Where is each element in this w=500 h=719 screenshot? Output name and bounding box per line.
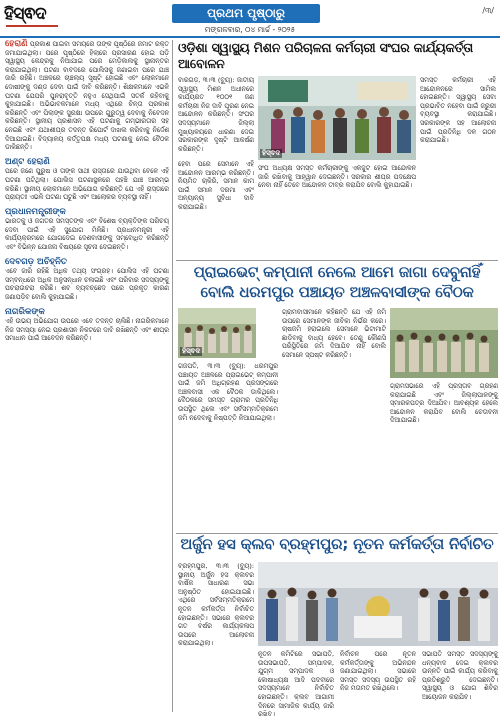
left-block-head: ହେରାଣି [5,39,28,49]
left-block-text: ଏହି ଉଭୟ ଅଭିଯୋଗ ଉପରେ ଏବେ ତଦନ୍ତ ଚାଲିଛି। ନାଗରିକମାନେ ନିଜ ସମସ୍ୟା ନେଇ ପ୍ରଶାସନ ନିକଟରେ ଦାବି ରଖିଛନ୍ତି ଏବଂ ଶୀଘ୍ର ସମାଧାନ ପାଇଁ ଆବେଦନ କରିଛନ୍ତି। [5,317,169,343]
story2-col1 [178,362,278,530]
story2-photo-left [178,308,256,358]
section-title: ପ୍ରଥମ ପୃଷ୍ଠାରୁ [172,4,320,23]
photo-watermark: ହିସ୍ଵଦ [182,347,201,355]
left-block-head: ଦେବଗଡ଼ ଅଚିହ୍ନିତ [5,256,67,267]
story2-col2 [282,308,386,530]
left-block-head: ନାଗରିକଙ୍କ [5,306,45,317]
masthead [0,0,500,38]
story1-col1 [178,76,254,154]
story-divider [176,260,498,261]
story1-text: ସମସ୍ତ କର୍ମଚାରୀ ଏହି ଆନ୍ଦୋଳନରେ ସାମିଲ ହୋଇଛନ୍ତି। ସ୍ୱାସ୍ଥ୍ୟ ସେବା ପ୍ରଭାବିତ ନହେବା ପାଇଁ ଜରୁରୀ ବ୍ୟବସ୍ଥା କରାଯାଇଛି। ସରକାରଙ୍କ ସହ ଆଲୋଚନା ପାଇଁ ପ୍ରତିନିଧି ଦଳ ଗଠନ କରାଯାଇଛି। [420,76,496,145]
story3-text: ସଭାପତି ସମସ୍ତ ସଦସ୍ୟଙ୍କୁ ଧନ୍ୟବାଦ ଦେଇ କ୍ଲବର ଉନ୍ନତି ପାଇଁ କାର୍ଯ୍ୟ କରିବାକୁ ପ୍ରତିଶ୍ରୁତି ଦେଇଛନ୍ତି। ସ୍ୱାସ୍ଥ୍ୟ ଓ ଯୋଗ ଶିବିର ଆୟୋଜନ କରାଯିବ। [422,650,498,701]
story3-text: ନିର୍ବାଚନ ପରେ ନୂତନ କର୍ମକର୍ତ୍ତାଙ୍କୁ ଅଭିନନ୍ଦନ ଜଣାଯାଇଥିଲା। ସଭାରେ ସମସ୍ତ ସଦସ୍ୟ ଉପସ୍ଥିତ ରହି ନିଜ ମତାମତ ରଖିଥିଲେ। [340,650,416,693]
column-divider [172,40,173,712]
story1-col4 [420,76,496,258]
left-block-1 [5,40,169,152]
story1-text: ହେବା ପରେ ସେମାନେ ଏହି ଆନ୍ଦୋଳନ ଆରମ୍ଭ କରିଛନ୍ତି। ନିୟମିତ ଚାକିରି, ସମାନ କାମ ପାଇଁ ସମାନ ଦରମା ଏବଂ ଅନ୍ୟାନ୍ୟ ସୁବିଧା ଦାବି କରାଯାଇଛି। [178,160,254,211]
left-block-head: ଅଣ୍ଟ ହେରାଣି [5,156,50,167]
story1-text: ବାରଗଡ଼, ୩।୩ (ବ୍ୟୁ): ଜାତୀୟ ସ୍ୱାସ୍ଥ୍ୟ ମିଶନ ଅଧୀନରେ କାର୍ଯ୍ୟରତ ୧୦୦୧ ଜଣ କର୍ମଚାରୀ ନିଜ ଦାବି ପୂରଣ ନେଇ ଆନ୍ଦୋଳନ କରିଛନ୍ତି। ସଂଘର ସଦସ୍ୟମାନେ ଜିଲ୍ଲା ମୁଖ୍ୟାଳୟରେ ଧାରଣା ଦେଇ ସରକାରଙ୍କ ଦୃଷ୍ଟି ଆକର୍ଷଣ କରିଛନ୍ତି। [178,76,254,153]
left-block-head: ପ୍ରଧାନମନ୍ତ୍ରୀଙ୍କ [5,206,66,217]
story3-col3 [340,650,416,712]
story2-headline [176,262,498,302]
story3-col4 [422,650,498,712]
left-block-text: ପରେ ଜଣେ ପୁରୁଷ ଓ ତାଙ୍କ ସାଥୀ ରାସ୍ତାରେ ଯାଉଥିବା ବେଳେ ଏହି ଘଟଣା ଘଟିଥିଲା। ପୋଲିସ ଘଟଣାସ୍ଥଳରେ ପହଞ୍ଚି ଯାଞ୍ଚ ଆରମ୍ଭ କରିଛି। ସ୍ଥାନୀୟ ଲୋକମାନେ ଅଭିଯୋଗ କରିଛନ୍ତି ଯେ ଏହି ରାସ୍ତାରେ ପ୍ରାୟତଃ ଏଭଳି ଘଟଣା ଘଟୁଛି ଏବଂ ଆଲୋକର ବ୍ୟବସ୍ଥା ନାହିଁ। [5,167,169,202]
story2-text: ଗଜପତି, ୩।୩ (ବ୍ୟୁ): ଧରମପୁର ପଞ୍ଚାୟତ ଅଞ୍ଚଳରେ ପ୍ରାଇଭେଟ୍ କମ୍ପାନୀ ପାଇଁ ଜମି ଅଧିଗ୍ରହଣ ପ୍ରସଙ୍ଗରେ ଅଞ୍ଚଳବାସୀ ଏକ ବୈଠକ ଡାକିଥିଲେ। ବୈଠକରେ ସମସ୍ତ ଗ୍ରାମର ପ୍ରତିନିଧି ଉପସ୍ଥିତ ଥିଲେ ଏବଂ ସର୍ବସମ୍ମତିକ୍ରମେ ଜମି ନଦେବାକୁ ନିଷ୍ପତ୍ତି ନିଆଯାଇଥିଲା। [178,362,278,422]
story2-text: ଗ୍ରାମସଭାରେ ଏହି ପ୍ରସ୍ତାବ ଗ୍ରହଣ କରାଯାଇଛି ଏବଂ ଜିଲ୍ଲାପାଳଙ୍କୁ ସ୍ମାରକପତ୍ର ଦିଆଯିବ। ଆବଶ୍ୟକ ହେଲେ ଆନ୍ଦୋଳନ କରାଯିବ ବୋଲି ଚେତାବନୀ ଦିଆଯାଇଛି। [390,382,498,425]
story2-col3 [390,382,498,530]
story3-col2 [258,650,334,719]
story2-text: ଗ୍ରାମବାସୀମାନେ କହିଛନ୍ତି ଯେ ଏହି ଜମି ଉପରେ ସେମାନଙ୍କ ଜୀବିକା ନିର୍ଭର କରେ। ଚାଷଜମି ହରାଇଲେ ସେମାନେ ଭିଟାମାଟି ଛାଡ଼ିବାକୁ ବାଧ୍ୟ ହେବେ। ତେଣୁ କୌଣସି ପରିସ୍ଥିତିରେ ଜମି ଦିଆଯିବ ନାହିଁ ବୋଲି ସେମାନେ ସ୍ପଷ୍ଟ କରିଛନ୍ତି। [282,308,386,359]
story3-photo [258,562,498,646]
story1-text: ସଂଘ ଅଧ୍ୟକ୍ଷ ସମସ୍ତ କର୍ମଚାରୀଙ୍କୁ ଏକଜୁଟ ହୋଇ ଆନ୍ଦୋଳନ ଜାରି ରଖିବାକୁ ଆହ୍ୱାନ ଦେଇଛନ୍ତି। ସରକାର ଶୀଘ୍ର ପଦକ୍ଷେପ ନେବା ନାହିଁ ତେବେ ଆନ୍ଦୋଳନ ତୀବ୍ର କରାଯିବ ବୋଲି କୁହାଯାଇଛି। [258,164,416,190]
logo-underline [6,25,58,27]
story1-photo [258,76,416,160]
story1-col2 [178,160,254,258]
story3-text: ନୂତନ କମିଟିରେ ସଭାପତି, ଉପସଭାପତି, ସମ୍ପାଦକ, ଯୁଗ୍ମ ସମ୍ପାଦକ ଓ କୋଷାଧ୍ୟକ୍ଷ ଆଦି ପଦବୀରେ ସଦସ୍ୟମାନେ ନିର୍ବାଚିତ ହୋଇଛନ୍ତି। କ୍ଲବ ଆଗାମୀ ଦିନରେ ସାମାଜିକ କାର୍ଯ୍ୟ ଜାରି ରଖିବ। [258,650,334,719]
story1-col3 [258,164,416,258]
left-block-text: ଏବେ ଜାରି ରହିଛି ଅଧିକ ତଥ୍ୟ ସଂଗ୍ରହ। ପୋଲିସ ଏହି ଘଟଣା ସମ୍ବନ୍ଧରେ ଅଧିକ ଅନୁସନ୍ଧାନ ଚଳାଇଛି ଏବଂ ପରିବାର ସଦସ୍ୟଙ୍କୁ ପଚରାଉଚରା କରିଛି। ଶବ ବ୍ୟବଚ୍ଛେଦ ପରେ ପ୍ରକୃତ କାରଣ ଜଣାପଡ଼ିବ ବୋଲି କୁହାଯାଇଛି। [5,267,169,302]
date-line: ମଙ୍ଗଳବାର, ୦୪ ମାର୍ଚ୍ଚ - ୨୦୨୫ [204,25,296,34]
story2-photo-right [390,308,498,378]
page-number: /୩/ [482,6,494,15]
story2-headline-line2: ବୋଲି ଧରମପୁର ପଞ୍ଚାୟତ ଅଞ୍ଚଳବାସୀଙ୍କ ବୈଠକ [200,283,474,301]
left-block-text: ପ୍ରକାଶ ପାଇବା ସମୟରେ ତାଙ୍କ ପୃଷ୍ଠିରେ ଜମାଟ ରକ୍ତ ଜମାଯାଇଥିଲା। ପରେ ପୃଷ୍ଠିରେ ହିଲାରେ ପ୍ରସାରଣ ହୋଇ ପଡ଼ି ସ୍ୱାସ୍ଥ୍ୟ କେନ୍ଦ୍ରକୁ ନିଆଯାଇ ପରେ ମେଡ଼ିକାଲକୁ ସ୍ଥାନାନ୍ତର କରାଯାଇଥିଲା। ଘଟଣା ବାବଦରେ ପୋଲିସକୁ ଜଣାଇବା ପରେ ଯାଞ୍ଚ ଜାରି ରହିଛି। ଅଞ୍ଚଳରେ ଚାଞ୍ଚଲ୍ୟ ସୃଷ୍ଟି ହୋଇଛି ଏବଂ ଲୋକମାନେ ଦୋଷୀଙ୍କୁ ଦଣ୍ଡ ଦେବା ପାଇଁ ଦାବି କରିଛନ୍ତି। ଶିକ୍ଷକମାନେ ଏଭଳି ଘଟଣା ଯେପରି ପୁନରାବୃତ୍ତି ନହୁଏ ସେଥିପାଇଁ ସତର୍କ ରହିବାକୁ କୁହାଯାଇଛି। ଅଭିଭାବକମାନେ ମଧ୍ୟ ଏଥିରେ ଚିନ୍ତା ପ୍ରକାଶ କରିଛନ୍ତି ଏବଂ ପିଲାଙ୍କ ସୁରକ୍ଷା ଉପରେ ଗୁରୁତ୍ୱ ଦେବାକୁ ନିବେଦନ କରିଛନ୍ତି। ସ୍ଥାନୀୟ ପ୍ରଶାସନ ଏହି ଘଟଣାକୁ ଗମ୍ଭୀରତାର ସହ ନେଇଛି ଏବଂ ଯଥାଶୀଘ୍ର ତଦନ୍ତ ରିପୋର୍ଟ ଦାଖଲ କରିବାକୁ ନିର୍ଦ୍ଦେଶ ଦିଆଯାଇଛି। ବିଦ୍ୟାଳୟ କର୍ତ୍ତୃପକ୍ଷ ମଧ୍ୟ ଘଟଣାକୁ ନେଇ ବୈଠକ ଡାକିଛନ୍ତି। [5,40,169,152]
story2-headline-line1: ପ୍ରାଇଭେଟ୍ କମ୍ପାନୀ ନେଲେ ଆମେ ଜାଗା ଦେବୁନାହିଁ [193,263,481,281]
left-column [5,40,169,712]
newspaper-logo [4,4,60,32]
masthead-rule [0,36,500,38]
story-divider [176,533,498,534]
left-block-text: ଭାରତକୁ ଓ ଜଗତର ସମସ୍ତଙ୍କ ଏବଂ ବିଶେଷ ବ୍ୟକ୍ତିଙ୍କ ପରିଚୟ ଦେବା ପାଇଁ ଏହି ସୁଯୋଗ ମିଳିଛି। ପ୍ରଧାନମନ୍ତ୍ରୀ ଏହି କାର୍ଯ୍ୟକ୍ରମରେ ଯୋଗଦେଇ ଦେଶବାସୀଙ୍କୁ ସମ୍ବୋଧିତ କରିଛନ୍ତି ଏବଂ ବିଭିନ୍ନ ଯୋଜନା ବିଷୟରେ ସୂଚନା ଦେଇଛନ୍ତି। [5,217,169,252]
story3-text: ବ୍ରହ୍ମପୁର, ୩।୩ (ବ୍ୟୁ): ସ୍ଥାନୀୟ ଅର୍ଜୁନ ହସ କ୍ଲବର ବାର୍ଷିକ ସାଧାରଣ ସଭା ଅନୁଷ୍ଠିତ ହୋଇଯାଇଛି। ଏଥିରେ ସର୍ବସମ୍ମତିକ୍ରମେ ନୂତନ କର୍ମକର୍ତ୍ତା ନିର୍ବାଚିତ ହୋଇଛନ୍ତି। ସଭାରେ କ୍ଲବର ଗତ ବର୍ଷର କାର୍ଯ୍ୟକଳାପ ଉପରେ ଆଲୋଚନା କରାଯାଇଥିଲା। [178,562,254,648]
story1-headline: ଓଡ଼ିଶା ସ୍ୱାସ୍ଥ୍ୟ ମିଶନ ପରିଚାଳନା କର୍ମଚାରୀ ସଂଘର କାର୍ଯ୍ୟକର୍ତ୍ତା ଆବୋଳନ [178,40,474,71]
logo-text: ହିସ୍ଵଦ [4,4,47,24]
story3-col1 [178,562,254,712]
photo-watermark: ହିସ୍ଵଦ [262,149,281,157]
story3-headline: ଅର୍ଜୁନ ହସ କ୍ଲବ ବ୍ରହ୍ମପୁର; ନୂତନ କର୍ମକର୍ତ୍ତା ନିର୍ବାଚିତ [180,535,494,553]
